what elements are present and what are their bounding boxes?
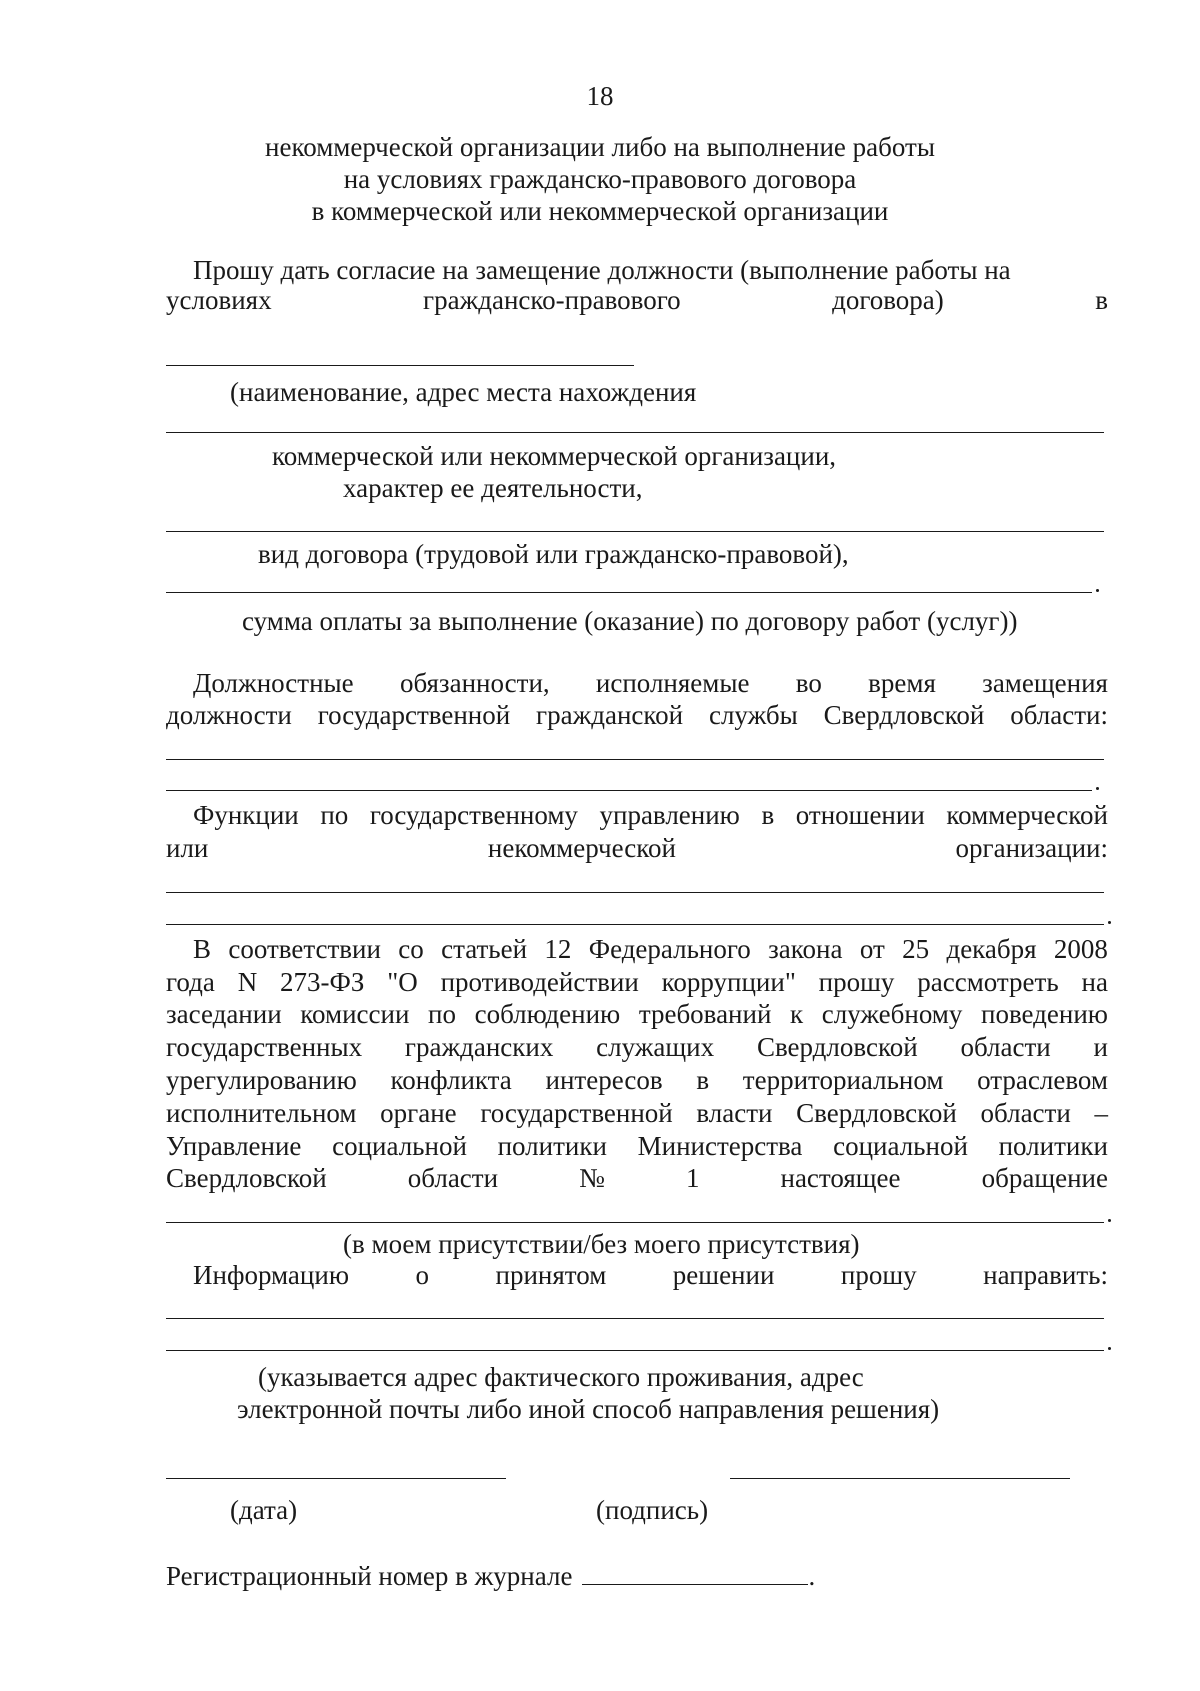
- law-line-5: [166, 1064, 1108, 1096]
- word: на: [1081, 967, 1108, 997]
- header-line-2: на условиях гражданско-правового договора: [343, 164, 857, 194]
- info-line-1: [193, 1259, 1108, 1291]
- duties-line-2: [166, 699, 1108, 731]
- word: области: [980, 1098, 1071, 1128]
- word: Министерства: [637, 1131, 803, 1161]
- word: Информацию: [193, 1260, 349, 1290]
- registration-line: [166, 1560, 815, 1592]
- request-line-1: Прошу дать согласие на замещение должности (выполнение работы на: [193, 255, 1011, 285]
- law-line-2: [166, 966, 1108, 998]
- caption-contract-type: вид договора (трудовой или гражданско-правовой),: [258, 539, 849, 569]
- word: отраслевом: [977, 1065, 1108, 1095]
- caption-presence: (в моем присутствии/без моего присутствия): [343, 1229, 860, 1259]
- word: –: [1094, 1098, 1108, 1128]
- word: к: [790, 999, 804, 1029]
- header-line-3: в коммерческой или некоммерческой организации: [311, 196, 889, 226]
- word: государственной: [480, 1098, 673, 1128]
- word: №: [579, 1163, 605, 1193]
- word: "О: [387, 967, 418, 997]
- date-blank-line[interactable]: [166, 1478, 506, 1479]
- word: отношении: [795, 800, 925, 830]
- word: области: [960, 1032, 1051, 1062]
- period-dot: [1108, 1347, 1111, 1350]
- word: в: [1095, 285, 1108, 315]
- word: Управление: [166, 1131, 302, 1161]
- org-address-blank-line[interactable]: [166, 432, 1104, 433]
- date-label: (дата): [230, 1495, 298, 1525]
- word: направить:: [983, 1260, 1108, 1290]
- word: во: [795, 668, 822, 698]
- law-line-7: [166, 1130, 1108, 1162]
- word: государственной: [317, 700, 511, 730]
- registration-period: .: [808, 1561, 816, 1591]
- word: условиях: [166, 285, 272, 315]
- word: декабря: [946, 934, 1037, 964]
- word: о: [415, 1260, 429, 1290]
- signature-blank-line[interactable]: [730, 1478, 1070, 1479]
- word: социальной: [833, 1131, 968, 1161]
- law-line-6: [166, 1097, 1108, 1129]
- word: в: [761, 800, 775, 830]
- word: N: [237, 967, 258, 997]
- word: области:: [1010, 700, 1108, 730]
- word: Функции: [193, 800, 299, 830]
- word: служащих: [596, 1032, 715, 1062]
- word: области: [407, 1163, 499, 1193]
- word: соответствии: [228, 934, 381, 964]
- caption-org-name-1: (наименование, адрес места нахождения: [230, 377, 697, 407]
- duties-blank-line-1[interactable]: [166, 759, 1104, 760]
- word: политики: [998, 1131, 1108, 1161]
- word: гражданской: [536, 700, 684, 730]
- caption-address-1: (указывается адрес фактического проживания, адрес: [258, 1362, 864, 1392]
- word: исполняемые: [595, 668, 750, 698]
- word: время: [868, 668, 936, 698]
- word: урегулированию: [166, 1065, 357, 1095]
- word: Федерального: [588, 934, 751, 964]
- duties-blank-line-2[interactable]: [166, 790, 1092, 791]
- word: противодействии: [440, 967, 639, 997]
- word: гражданско-правового: [423, 285, 681, 315]
- functions-line-2: [166, 832, 1108, 864]
- word: Должностные: [193, 668, 354, 698]
- law-line-4: [166, 1031, 1108, 1063]
- word: социальной: [332, 1131, 467, 1161]
- law-line-1: [193, 933, 1108, 965]
- word: 2008: [1053, 934, 1108, 964]
- functions-blank-line-1[interactable]: [166, 892, 1104, 893]
- info-blank-line-2[interactable]: [166, 1350, 1104, 1351]
- functions-blank-line-2[interactable]: [166, 924, 1104, 925]
- contract-blank-line[interactable]: [166, 592, 1092, 593]
- word: должности: [166, 700, 292, 730]
- word: в: [696, 1065, 710, 1095]
- word: 12: [544, 934, 572, 964]
- header-line-1: некоммерческой организации либо на выполнение работы: [265, 132, 935, 162]
- registration-number-field[interactable]: [582, 1560, 808, 1585]
- org-blank-line[interactable]: [166, 365, 634, 366]
- period-dot: [1096, 589, 1099, 592]
- page-number: 18: [586, 81, 614, 111]
- word: замещения: [982, 668, 1108, 698]
- word: коррупции": [661, 967, 796, 997]
- word: прошу: [818, 967, 895, 997]
- law-line-3: [166, 998, 1108, 1030]
- word: 273-ФЗ: [280, 967, 365, 997]
- word: 25: [902, 934, 930, 964]
- word: прошу: [840, 1260, 917, 1290]
- presence-blank-line[interactable]: [166, 1222, 1104, 1223]
- word: конфликта: [390, 1065, 512, 1095]
- word: Свердловской: [796, 1098, 957, 1128]
- caption-address-2: электронной почты либо иной способ направления решения): [237, 1394, 940, 1424]
- word: решении: [672, 1260, 775, 1290]
- word: политики: [497, 1131, 607, 1161]
- word: служебному: [821, 999, 963, 1029]
- word: Свердловской: [166, 1163, 327, 1193]
- activity-blank-line[interactable]: [166, 531, 1104, 532]
- word: коммерческой: [946, 800, 1108, 830]
- period-dot: [1108, 921, 1111, 924]
- word: от: [859, 934, 885, 964]
- request-line-2: [166, 284, 1108, 316]
- info-blank-line-1[interactable]: [166, 1318, 1104, 1319]
- word: или: [166, 833, 209, 863]
- word: со: [398, 934, 424, 964]
- word: Свердловской: [823, 700, 985, 730]
- word: территориальном: [742, 1065, 944, 1095]
- caption-org-name-3: характер ее деятельности,: [343, 473, 643, 503]
- period-dot: [1096, 787, 1099, 790]
- caption-payment: сумма оплаты за выполнение (оказание) по договору работ (услуг)): [242, 606, 1018, 636]
- word: гражданских: [404, 1032, 554, 1062]
- caption-org-name-2: коммерческой или некоммерческой организации,: [272, 441, 837, 471]
- word: некоммерческой: [487, 833, 676, 863]
- word: службы: [708, 700, 798, 730]
- word: соблюдению: [474, 999, 621, 1029]
- word: исполнительном: [166, 1098, 357, 1128]
- word: по: [428, 999, 456, 1029]
- word: управлению: [599, 800, 740, 830]
- word: и: [1093, 1032, 1108, 1062]
- word: власти: [696, 1098, 773, 1128]
- word: интересов: [545, 1065, 663, 1095]
- word: принятом: [495, 1260, 607, 1290]
- word: года: [166, 967, 215, 997]
- word: Свердловской: [756, 1032, 918, 1062]
- word: рассмотреть: [917, 967, 1059, 997]
- word: обращение: [981, 1163, 1108, 1193]
- word: требований: [638, 999, 772, 1029]
- word: организации:: [955, 833, 1108, 863]
- word: комиссии: [300, 999, 410, 1029]
- functions-line-1: [193, 799, 1108, 831]
- registration-label: Регистрационный номер в журнале: [166, 1561, 573, 1591]
- word: по: [320, 800, 349, 830]
- word: статьей: [441, 934, 528, 964]
- word: обязанности,: [399, 668, 550, 698]
- duties-line-1: [193, 667, 1108, 699]
- word: 1: [685, 1163, 700, 1193]
- word: государственных: [166, 1032, 363, 1062]
- word: государственному: [369, 800, 578, 830]
- word: настоящее: [780, 1163, 901, 1193]
- word: договора): [832, 285, 944, 315]
- word: органе: [380, 1098, 457, 1128]
- word: поведению: [981, 999, 1108, 1029]
- law-line-8: [166, 1162, 1108, 1194]
- signature-label: (подпись): [596, 1495, 709, 1525]
- word: В: [193, 934, 212, 964]
- word: заседании: [166, 999, 282, 1029]
- word: закона: [768, 934, 843, 964]
- period-dot: [1108, 1219, 1111, 1222]
